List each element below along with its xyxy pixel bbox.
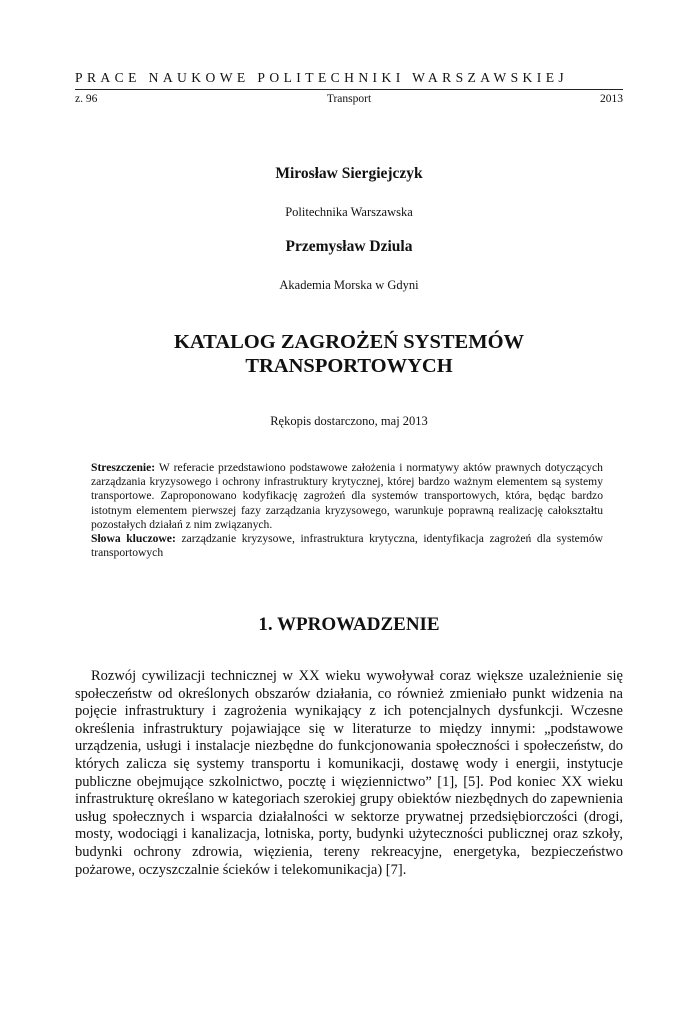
author-affiliation-2: Akademia Morska w Gdyni xyxy=(279,278,419,292)
received-date: Rękopis dostarczono, maj 2013 xyxy=(270,414,428,428)
abstract-paragraph xyxy=(91,461,603,532)
abstract-block xyxy=(91,461,603,560)
publication-year: 2013 xyxy=(600,93,623,105)
author-name-1: Mirosław Siergiejczyk xyxy=(275,165,423,182)
keywords-text: zarządzanie kryzysowe, infrastruktura krytyczna, identyfikacja zagrożeń dla systemów transportowych xyxy=(91,532,604,560)
paper-title-line-1: KATALOG ZAGROŻEŃ SYSTEMÓW xyxy=(173,331,525,353)
section-heading: 1. WPROWADZENIE xyxy=(258,614,440,635)
abstract-text: W referacie przedstawiono podstawowe założenia i normatywy aktów prawnych dotyczących zarządzania kryzysowego i ochrony infrastruktury krytycznej, której bardzo ważnym elementem są systemy transportowe. Zaproponowano kodyfikację zagrożeń dla systemów transportowych, która, będąc bardzo istotnym elementem pierwszej fazy zarządzania kryzysowego, warunkuje poprawną realizację całokształtu pozostałych działań z nim związanych. xyxy=(91,461,603,531)
author-affiliation-1: Politechnika Warszawska xyxy=(285,205,413,219)
series-name: Transport xyxy=(326,93,372,105)
header-rule xyxy=(75,89,623,90)
abstract-label: Streszczenie: xyxy=(91,461,156,474)
journal-title: PRACE NAUKOWE POLITECHNIKI WARSZAWSKIEJ xyxy=(75,70,569,85)
paper-title xyxy=(0,330,698,378)
paper-title-line-2: TRANSPORTOWYCH xyxy=(245,355,453,377)
author-name-2: Przemysław Dziula xyxy=(285,238,413,255)
keywords-paragraph xyxy=(91,532,603,560)
volume-number: z. 96 xyxy=(75,93,98,105)
keywords-label: Słowa kluczowe: xyxy=(91,532,176,546)
body-paragraph: Rozwój cywilizacji technicznej w XX wieku wywoływał coraz większe uzależnienie się społeczeństw od określonych obszarów działania, co również zmieniało punkt widzenia na pojęcie infrastruktury i zagrożenia wynikający z ich potencjalnych dysfunkcji. Wczesne określenia infrastruktury pojawiające się w literaturze to między innymi: „podstawowe urządzenia, usługi i instalacje niezbędne do funkcjonowania społeczności i społeczeństw, do których zalicza się systemy transportu i komunikacji, dostawę wody i energii, instytucje publiczne obejmujące szkolnictwo, pocztę i więziennictwo” [1], [5]. Pod koniec XX wieku infrastrukturę określano w kategoriach szerokiej grupy obiektów niezbędnych do zapewnienia usług społecznych i wsparcia działalności w sektorze prywatnej przedsiębiorczości (drogi, mosty, wodociągi i kanalizacja, lotniska, porty, budynki użyteczności publicznej oraz szkoły, budynki ochrony zdrowia, więzienia, tereny rekreacyjne, energetyka, bezpieczeństwo pożarowe, oczyszczalnie ścieków i telekomunikacja) [7]. xyxy=(75,668,623,878)
